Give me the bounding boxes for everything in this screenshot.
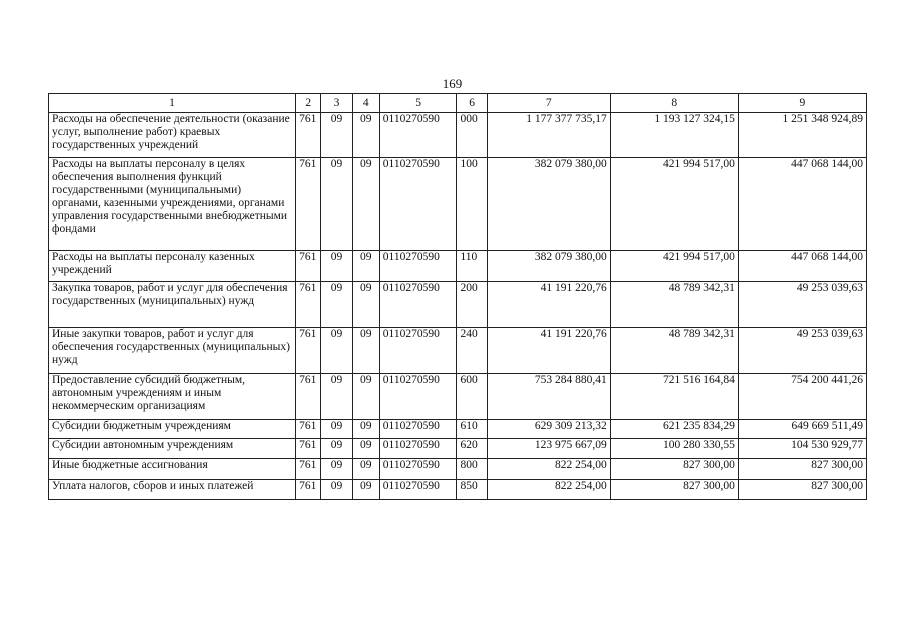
table-row: [49, 113, 867, 158]
amount-col8: 421 994 517,00: [610, 158, 738, 251]
header-cell: 8: [610, 94, 738, 113]
expense-name: Субсидии автономным учреждениям: [49, 439, 296, 459]
amount-col9: 827 300,00: [738, 480, 866, 500]
code-ministry: 761: [296, 158, 321, 251]
expense-name: Субсидии бюджетным учреждениям: [49, 420, 296, 439]
code-target-item: 0110270590: [379, 459, 457, 480]
code-section: 09: [321, 480, 352, 500]
amount-col9: 754 200 441,26: [738, 374, 866, 420]
amount-col9: 827 300,00: [738, 459, 866, 480]
amount-col8: 1 193 127 324,15: [610, 113, 738, 158]
amount-col7: 41 191 220,76: [487, 328, 610, 374]
code-expense-type: 620: [457, 439, 487, 459]
page-number: 169: [442, 76, 463, 91]
code-target-item: 0110270590: [379, 439, 457, 459]
code-expense-type: 240: [457, 328, 487, 374]
code-target-item: 0110270590: [379, 328, 457, 374]
code-subsection: 09: [352, 328, 379, 374]
amount-col7: 822 254,00: [487, 459, 610, 480]
table-row: [49, 251, 867, 282]
code-expense-type: 800: [457, 459, 487, 480]
code-target-item: 0110270590: [379, 251, 457, 282]
code-expense-type: 000: [457, 113, 487, 158]
code-subsection: 09: [352, 251, 379, 282]
amount-col7: 753 284 880,41: [487, 374, 610, 420]
code-section: 09: [321, 459, 352, 480]
table-row: [49, 328, 867, 374]
amount-col9: 1 251 348 924,89: [738, 113, 866, 158]
expense-name: Иные бюджетные ассигнования: [49, 459, 296, 480]
code-subsection: 09: [352, 113, 379, 158]
amount-col9: 447 068 144,00: [738, 158, 866, 251]
expense-name: Расходы на обеспечение деятельности (оказание услуг, выполнение работ) краевых государственных учреждений: [49, 113, 296, 158]
amount-col7: 41 191 220,76: [487, 282, 610, 328]
amount-col7: 1 177 377 735,17: [487, 113, 610, 158]
header-row: [49, 94, 867, 113]
header-cell: 5: [379, 94, 457, 113]
amount-col8: 827 300,00: [610, 480, 738, 500]
code-expense-type: 850: [457, 480, 487, 500]
header-cell: 1: [49, 94, 296, 113]
table-row: [49, 459, 867, 480]
header-cell: 2: [296, 94, 321, 113]
table-row: [49, 282, 867, 328]
amount-col7: 382 079 380,00: [487, 158, 610, 251]
table-row: [49, 420, 867, 439]
code-subsection: 09: [352, 282, 379, 328]
amount-col8: 721 516 164,84: [610, 374, 738, 420]
code-ministry: 761: [296, 420, 321, 439]
header-cell: 7: [487, 94, 610, 113]
table-row: [49, 374, 867, 420]
code-section: 09: [321, 439, 352, 459]
code-subsection: 09: [352, 374, 379, 420]
table-row: [49, 158, 867, 251]
amount-col9: 447 068 144,00: [738, 251, 866, 282]
table-row: [49, 439, 867, 459]
code-subsection: 09: [352, 158, 379, 251]
code-section: 09: [321, 374, 352, 420]
header-cell: 4: [352, 94, 379, 113]
amount-col7: 382 079 380,00: [487, 251, 610, 282]
code-subsection: 09: [352, 480, 379, 500]
amount-col7: 123 975 667,09: [487, 439, 610, 459]
expense-name: Предоставление субсидий бюджетным, автономным учреждениям и иным некоммерческим организациям: [49, 374, 296, 420]
header-cell: 3: [321, 94, 352, 113]
header-cell: 6: [457, 94, 487, 113]
amount-col8: 827 300,00: [610, 459, 738, 480]
code-section: 09: [321, 251, 352, 282]
amount-col9: 104 530 929,77: [738, 439, 866, 459]
code-ministry: 761: [296, 374, 321, 420]
code-expense-type: 100: [457, 158, 487, 251]
code-ministry: 761: [296, 328, 321, 374]
code-subsection: 09: [352, 439, 379, 459]
code-section: 09: [321, 158, 352, 251]
code-target-item: 0110270590: [379, 282, 457, 328]
table-row: [49, 480, 867, 500]
expense-name: Закупка товаров, работ и услуг для обеспечения государственных (муниципальных) нужд: [49, 282, 296, 328]
code-expense-type: 200: [457, 282, 487, 328]
code-ministry: 761: [296, 282, 321, 328]
amount-col8: 421 994 517,00: [610, 251, 738, 282]
code-subsection: 09: [352, 459, 379, 480]
code-section: 09: [321, 113, 352, 158]
expense-name: Расходы на выплаты персоналу казенных учреждений: [49, 251, 296, 282]
code-ministry: 761: [296, 251, 321, 282]
code-target-item: 0110270590: [379, 420, 457, 439]
code-expense-type: 610: [457, 420, 487, 439]
expense-name: Иные закупки товаров, работ и услуг для обеспечения государственных (муниципальных) нужд: [49, 328, 296, 374]
code-ministry: 761: [296, 480, 321, 500]
amount-col8: 100 280 330,55: [610, 439, 738, 459]
amount-col7: 822 254,00: [487, 480, 610, 500]
amount-col9: 49 253 039,63: [738, 328, 866, 374]
code-expense-type: 600: [457, 374, 487, 420]
code-section: 09: [321, 282, 352, 328]
code-ministry: 761: [296, 459, 321, 480]
amount-col8: 48 789 342,31: [610, 282, 738, 328]
budget-table: [48, 93, 867, 500]
expense-name: Расходы на выплаты персоналу в целях обеспечения выполнения функций государственными (муниципальными) органами, казенными учреждениями, органами управления государственными внебюджетными фондами: [49, 158, 296, 251]
code-target-item: 0110270590: [379, 480, 457, 500]
amount-col8: 48 789 342,31: [610, 328, 738, 374]
code-target-item: 0110270590: [379, 374, 457, 420]
amount-col9: 49 253 039,63: [738, 282, 866, 328]
code-expense-type: 110: [457, 251, 487, 282]
code-section: 09: [321, 328, 352, 374]
code-subsection: 09: [352, 420, 379, 439]
expense-name: Уплата налогов, сборов и иных платежей: [49, 480, 296, 500]
code-target-item: 0110270590: [379, 113, 457, 158]
amount-col8: 621 235 834,29: [610, 420, 738, 439]
amount-col9: 649 669 511,49: [738, 420, 866, 439]
header-cell: 9: [738, 94, 866, 113]
code-target-item: 0110270590: [379, 158, 457, 251]
code-ministry: 761: [296, 113, 321, 158]
code-section: 09: [321, 420, 352, 439]
amount-col7: 629 309 213,32: [487, 420, 610, 439]
code-ministry: 761: [296, 439, 321, 459]
